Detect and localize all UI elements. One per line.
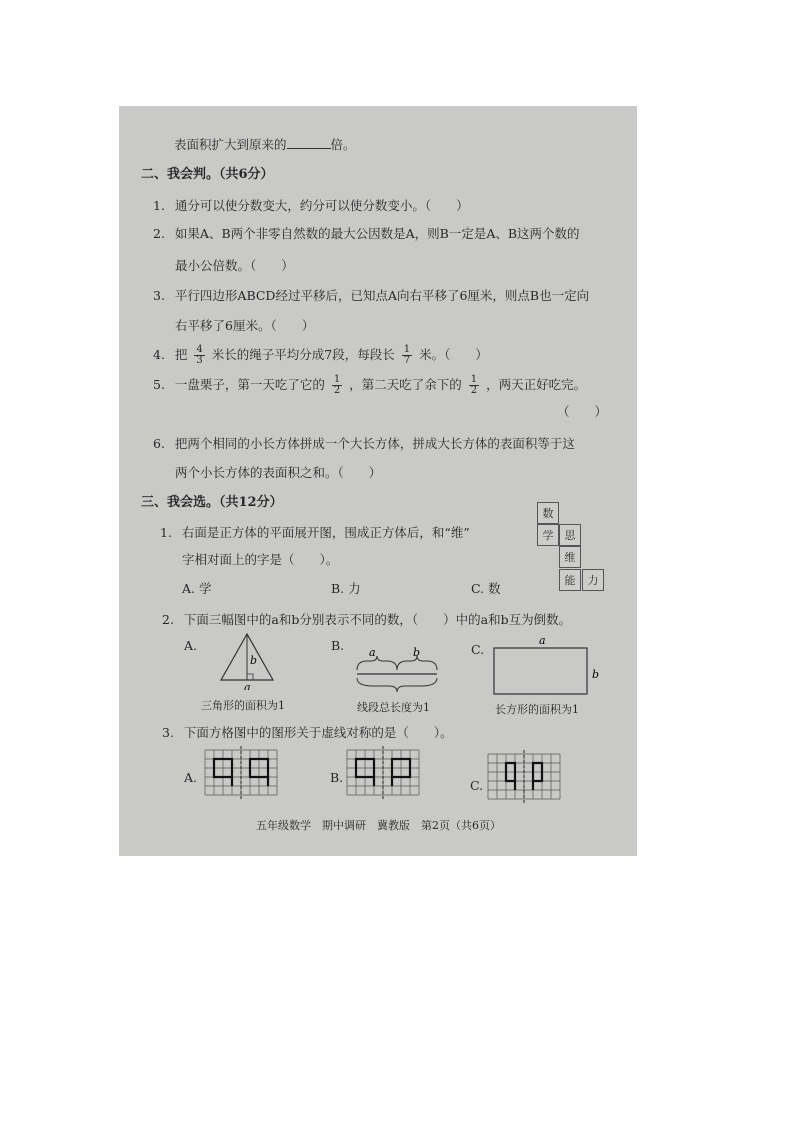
fraction-numerator: 1 (403, 344, 411, 355)
fraction-denominator: 2 (333, 385, 341, 396)
question-number: 5. (153, 377, 165, 392)
grid-b (344, 746, 424, 802)
s2-q6-line1 (153, 436, 575, 452)
net-cell: 维 (559, 546, 581, 568)
s2-q5 (153, 374, 586, 396)
s2-q3-line2: 右平移了6厘米。（ ） (175, 318, 315, 333)
q3-label-a: A. (184, 770, 198, 785)
q2-label-c: C. (471, 642, 485, 657)
s3-q1-option-c: C. 数 (471, 581, 501, 596)
question-text: 右面是正方体的平面展开图，围成正方体后，和“维” (181, 525, 470, 540)
question-text: 米长的绳子平均分成7段，每段长 (211, 347, 395, 362)
section2-title: 二、我会判。（共6分） (141, 167, 274, 182)
segment-figure (353, 644, 445, 696)
s3-q1-option-a: A. 学 (182, 581, 212, 596)
rectangle-shape (494, 648, 587, 694)
question-number: 2. (162, 612, 174, 627)
brace-b (397, 656, 437, 670)
q3-label-b: B. (330, 770, 344, 785)
exam-page (119, 106, 637, 856)
s3-q1-line2: 字相对面上的字是（ ）。 (182, 552, 339, 567)
question-text: 米。（ ） (419, 347, 488, 362)
page-footer: 五年级数学 期中调研 冀教版 第2页（共6页） (256, 819, 501, 832)
s2-q6-line2: 两个小长方体的表面积之和。（ ） (175, 465, 382, 480)
question-number: 1. (153, 198, 165, 213)
net-cell: 思 (559, 524, 581, 546)
fraction-denominator: 3 (196, 355, 203, 366)
question-number: 1. (160, 525, 172, 540)
question-text: ，两天正好吃完。 (486, 377, 587, 392)
q2-label-b: B. (331, 638, 345, 653)
s3-q1-option-b: B. 力 (331, 581, 361, 596)
var-a: a (369, 646, 376, 659)
s3-q2 (162, 612, 571, 628)
var-a: a (539, 634, 546, 647)
question-number: 3. (162, 725, 174, 740)
fraction (332, 375, 342, 396)
brace-total (357, 678, 437, 692)
question-text: 把两个相同的小长方体拼成一个大长方体，拼成大长方体的表面积等于这 (174, 436, 575, 451)
s3-q1-line1 (160, 525, 470, 541)
q2-label-a: A. (184, 638, 198, 653)
top-line (174, 137, 356, 153)
s2-q2-line2: 最小公倍数。（ ） (175, 258, 294, 273)
net-cell: 学 (537, 524, 559, 546)
var-b: b (592, 668, 600, 681)
fraction-numerator: 1 (470, 374, 478, 385)
fraction-denominator: 7 (403, 355, 411, 366)
grid-c (485, 750, 565, 806)
shape-right (533, 763, 542, 790)
net-cell: 能 (559, 569, 581, 591)
q3-label-c: C. (470, 778, 484, 793)
var-a: a (244, 681, 251, 690)
s2-q2-line1 (153, 226, 580, 242)
fraction-denominator: 2 (470, 385, 478, 396)
fraction (194, 345, 204, 366)
brace-a (357, 656, 397, 670)
triangle-figure (217, 630, 277, 690)
s2-q3-line1 (153, 288, 589, 304)
caption-triangle: 三角形的面积为1 (201, 699, 285, 712)
grid-a (202, 746, 282, 802)
net-cell: 数 (537, 502, 559, 524)
fraction (469, 375, 479, 396)
answer-blank (287, 137, 331, 149)
net-cell: 力 (582, 569, 604, 591)
question-text: 下面方格图中的图形关于虚线对称的是（ ）。 (183, 725, 453, 740)
rectangle-figure (489, 632, 604, 698)
question-text: 把 (174, 347, 188, 362)
s2-q5-line2: （ ） (557, 404, 608, 419)
fraction-numerator: 4 (196, 344, 203, 355)
top-line-after: 倍。 (330, 137, 356, 152)
fraction-numerator: 1 (333, 374, 341, 385)
var-b: b (250, 654, 258, 667)
fraction (402, 345, 412, 366)
question-number: 4. (153, 347, 165, 362)
question-text: 一盘栗子，第一天吃了它的 (174, 377, 325, 392)
question-text: 如果A、B两个非零自然数的最大公因数是A，则B一定是A、B这两个数的 (174, 226, 580, 241)
s3-q3 (162, 725, 453, 741)
shape-left (506, 763, 515, 790)
caption-segment: 线段总长度为1 (357, 701, 430, 714)
section3-title: 三、我会选。（共12分） (141, 495, 283, 510)
question-text: 通分可以使分数变大，约分可以使分数变小。（ ） (174, 198, 469, 213)
caption-rectangle: 长方形的面积为1 (495, 703, 579, 716)
question-text: 平行四边形ABCD经过平移后，已知点A向右平移了6厘米，则点B也一定向 (174, 288, 590, 303)
right-angle-mark (247, 674, 253, 680)
s2-q4 (153, 344, 488, 366)
question-number: 3. (153, 288, 165, 303)
question-text: 下面三幅图中的a和b分别表示不同的数，（ ）中的a和b互为倒数。 (183, 612, 572, 627)
top-line-before: 表面积扩大到原来的 (174, 137, 287, 152)
question-number: 2. (153, 226, 165, 241)
question-text: ，第二天吃了余下的 (349, 377, 462, 392)
s2-q1 (153, 198, 469, 214)
var-b: b (413, 646, 421, 659)
question-number: 6. (153, 436, 165, 451)
